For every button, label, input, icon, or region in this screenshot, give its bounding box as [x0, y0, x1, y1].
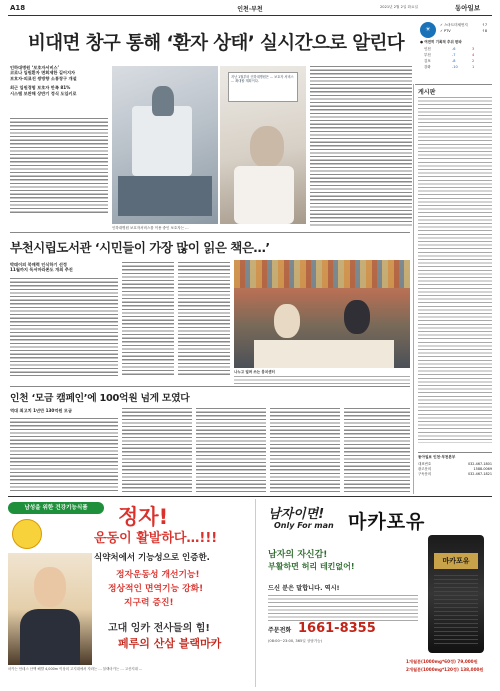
library-sub-1: 박태이의 북매력 인식하기 선정	[10, 262, 67, 267]
ad-left-line-6: 페루의 산삼 블랙마카	[118, 637, 222, 650]
ad-seal-icon	[12, 519, 42, 549]
story-rule	[10, 232, 410, 233]
contact-phone: 032-467-1821	[467, 472, 492, 476]
ad-right-top-2: Only For man	[274, 521, 334, 530]
ad-rule	[8, 496, 492, 497]
column-divider	[413, 84, 414, 494]
ad-left-line-3: 정상적인 면역기능 강화!	[108, 584, 204, 594]
product-label: 마카포유	[434, 553, 478, 569]
contact-phone: 1588-0069	[473, 467, 492, 471]
ad-left-pill: 남성을 위한 건강기능식품	[8, 502, 104, 514]
ad-left-line-5: 고대 잉카 전사들의 힘!	[108, 623, 210, 634]
section-title: 인천·부천	[237, 6, 263, 13]
ad-left-fine-print: 마카는 안데스 산맥 해발 4,000m 이상의 고지대에서 자라는 … 블랙마카는 … 고산지대 …	[8, 667, 143, 671]
contact-phone: 032-467-1801	[467, 462, 492, 466]
ad-right-price-1: 1개월분(1000mg*60정) 79,000원	[406, 659, 478, 664]
ad-right-price-2: 2개월분(1000mg*120정) 138,000원	[406, 667, 484, 672]
lead-headline: 비대면 창구 통해 ‘환자 상태’ 실시간으로 알린다	[28, 33, 405, 54]
story-rule	[10, 386, 410, 387]
weather-high: 4	[472, 53, 475, 57]
weather-high: 1	[472, 65, 475, 69]
library-photo-caption: 나누고 빌려 쓰는 뭉치센터	[234, 370, 275, 374]
weather-high: 2	[472, 59, 475, 63]
notice-contacts	[418, 452, 492, 494]
product-box	[428, 535, 484, 653]
weather-high: 3	[472, 47, 475, 51]
weather-low: -6	[452, 47, 456, 51]
campaign-body-col-1	[10, 418, 118, 492]
ad-left-big-1: 정자!	[118, 505, 169, 529]
lead-body-col-3	[310, 66, 412, 226]
contact-label: 대표번호	[418, 462, 432, 466]
contact-label: 구독문의	[418, 472, 432, 476]
lead-sub-2: 코로나 입원환자 면회제한 길어지자	[10, 70, 76, 76]
header-rule	[8, 15, 492, 16]
ad-left-line-1: 식약처에서 기능성으로 인증한.	[94, 553, 210, 563]
campaign-body-col-4	[270, 408, 340, 492]
weather-low: -7	[452, 53, 456, 57]
ad-right-phone: 1661-8355	[298, 621, 376, 636]
library-headline: 부천시립도서관 ‘시민들이 가장 많이 읽은 책은…’	[10, 240, 270, 255]
ad-right-phone-label: 주문전화	[268, 627, 292, 634]
weather-low: -10	[452, 65, 458, 69]
ad-left	[8, 499, 252, 687]
library-body-col-3	[178, 262, 230, 376]
library-body-col-2	[122, 262, 174, 376]
weather-city: 강화	[424, 65, 431, 69]
lead-photo-caption: 인하대병원 보호자서비스를 이용 중인 보호자는 …	[112, 226, 189, 230]
weather-row-2: ✓ PTV	[440, 29, 451, 33]
contact-label: 광고문의	[418, 467, 432, 471]
weather-low: -8	[452, 59, 456, 63]
ad-right-phone-note: (08:00~23:00, 365일 상담가능)	[268, 639, 323, 643]
notice-body	[418, 97, 492, 443]
ad-left-line-4: 지구력 증진!	[124, 598, 174, 608]
ad-right	[255, 499, 492, 687]
ad-right-body	[268, 595, 418, 621]
ad-left-line-2: 정자운동성 개선기능!	[116, 570, 200, 580]
lead-sub-1: 인하대병원 ‘보호자서비스’	[10, 65, 60, 70]
newspaper-logo: 동아일보	[455, 4, 481, 12]
weather-logo-icon: ☀	[420, 22, 436, 38]
campaign-sub: 역대 최고치 1년만 130억원 모금	[10, 408, 72, 413]
campaign-body-col-5	[344, 408, 410, 492]
ad-right-mid-2: 부활하면 허리 테킨없어!	[268, 562, 355, 571]
weather-city: 인천	[424, 47, 431, 51]
lead-body-col-1	[10, 118, 108, 214]
campaign-headline: 인천 ‘모금 캠페인’에 100억원 넘게 모였다	[10, 393, 190, 404]
ad-right-top-1: 남자이면!	[268, 507, 325, 522]
lead-photo-hospital	[112, 66, 218, 224]
campaign-body-col-2	[122, 408, 192, 492]
ad-left-person-photo	[8, 553, 92, 665]
library-body-col-1	[10, 278, 118, 376]
photo-speech-bubble: 지난 1월부터 인하대병원은 … 보호자 서비스 … 확대할 계획이다.	[228, 72, 298, 102]
campaign-body-col-3	[196, 408, 266, 492]
library-sub-2: 11월까지 독서마라톤도 개최 추진	[10, 267, 73, 273]
weather-city: 김포	[424, 59, 431, 63]
library-photo-caption-body	[234, 376, 410, 384]
weather-box	[418, 20, 492, 80]
lead-sub-3: 보호자·의료진 쌍방향 소통창구 개설	[10, 75, 77, 81]
lead-photo-patient	[220, 66, 306, 224]
notice-sub-title: 동아일보 인천·부천본부	[418, 455, 456, 459]
lead-sub-5: 시스템 보완해 상반기 정식 도입키로	[10, 90, 77, 96]
issue-date: 2021년 2월 2일 화요일	[380, 5, 418, 9]
notice-rule	[415, 84, 492, 85]
weather-row-1: ✓ 스마트미세먼지	[440, 23, 468, 27]
ad-right-mid-1: 남자의 자신감!	[268, 550, 328, 560]
ad-left-big-2: 운동이 활발하다…!!!	[94, 531, 218, 546]
notice-title: 게시판	[418, 89, 436, 96]
ad-right-tag: 드신 분은 말합니다. 역시!	[268, 585, 340, 592]
ad-right-brand: 마카포유	[348, 511, 426, 533]
lead-subheads	[10, 65, 110, 96]
library-photo	[234, 260, 410, 368]
weather-row-1-value: ↑7	[482, 23, 488, 27]
page-number: A18	[10, 4, 26, 12]
library-subheads	[10, 262, 118, 273]
lead-sub-4: 최근 입원경험 보호자 만족 81%	[10, 85, 71, 91]
weather-row-2-value: ↑8	[482, 29, 488, 33]
weather-city: 부천	[424, 53, 431, 57]
weather-headline: ● 여전히 기록적 추위 한파	[420, 40, 462, 44]
